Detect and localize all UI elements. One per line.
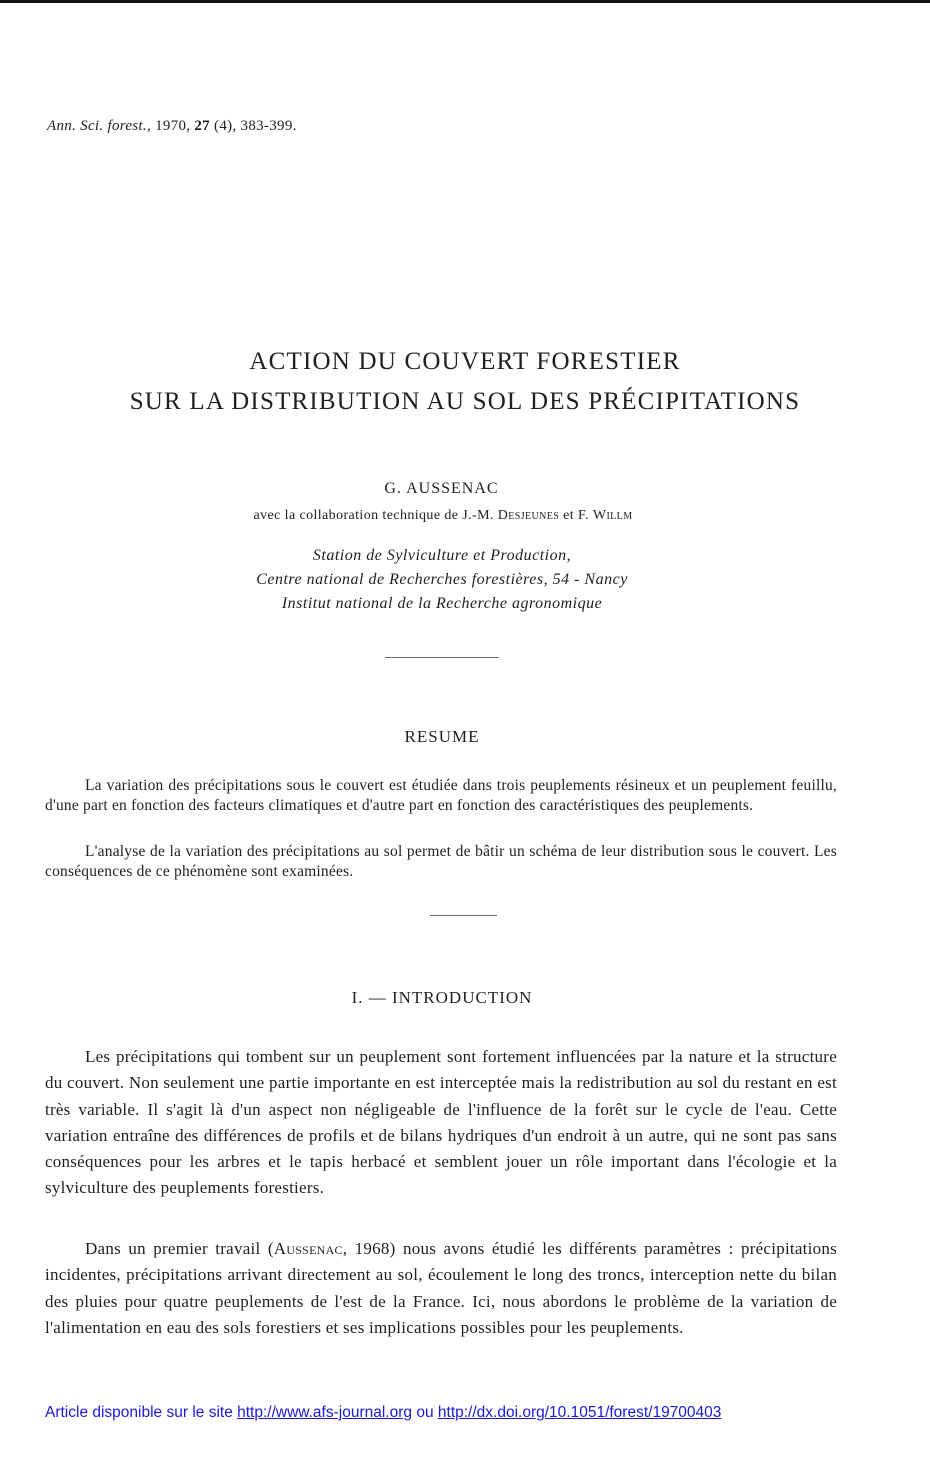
collaboration-line xyxy=(0,508,886,524)
separator-rule-2 xyxy=(430,915,497,916)
doi-link[interactable]: http://dx.doi.org/10.1051/forest/19700403 xyxy=(437,1404,722,1421)
collaboration-mid: et F. xyxy=(563,508,589,523)
separator-rule-1 xyxy=(385,657,499,658)
introduction-heading: I. — INTRODUCTION xyxy=(351,988,533,1007)
resume-heading: RESUME xyxy=(404,727,480,746)
journal-name: Ann. Sci. forest., xyxy=(47,118,151,134)
title-line-1: ACTION DU COUVERT FORESTIER xyxy=(249,348,681,375)
affiliation-line-3: Institut national de la Recherche agronomique xyxy=(281,595,603,612)
intro-paragraph-1: Les précipitations qui tombent sur un peuplement sont fortement influencées par la nature et la structure du couvert. Non seulement une partie importante en est interceptée mais la redistribution au sol du restant en est très variable. Il s'agit là d'un aspect non négligeable de l'influence de la forêt sur le cycle de l'eau. Cette variation entraîne des différences de profils et de bilans hydriques d'un endroit à un autre, qui ne sont pas sans conséquences pour les arbres et le tapis herbacé et semblent jouer un rôle important dans l'écologie et la sylviculture des peuplements forestiers. xyxy=(45,1047,837,1198)
citation-pages: (4), 383-399. xyxy=(214,118,297,134)
intro-paragraph-2 xyxy=(45,1236,837,1341)
abstract-paragraph-2: L'analyse de la variation des précipitations au sol permet de bâtir un schéma de leur distribution sous le couvert. Les conséquences de ce phénomène sont examinées. xyxy=(45,843,837,880)
title-line-2: SUR LA DISTRIBUTION AU SOL DES PRÉCIPITATIONS xyxy=(129,388,801,415)
intro-p2-rest: , 1968) nous avons étudié les différents paramètres : précipitations incidentes, précipitations arrivant directement au sol, écoulement le long des troncs, interception nette du bilan des pluies pour quatre peuplements de l'est de la France. Ici, nous abordons le problème de la variation de l'alimentation en eau des sols forestiers et ses implications possibles pour les peuplements. xyxy=(45,1239,837,1337)
intro-p2-citation: Aussenac xyxy=(273,1239,343,1258)
collaborator-2: Willm xyxy=(592,508,633,523)
footer-mid: ou xyxy=(416,1404,434,1421)
citation-volume: 27 xyxy=(194,118,210,134)
journal-site-link[interactable]: http://www.afs-journal.org xyxy=(237,1404,413,1421)
abstract-paragraph-1: La variation des précipitations sous le couvert est étudiée dans trois peuplements résineux et un peuplement feuillu, d'une part en fonction des facteurs climatiques et d'autre part en fonction des caractéristiques des peuplements. xyxy=(45,777,837,814)
footer-prefix: Article disponible sur le site xyxy=(45,1404,233,1421)
collaboration-prefix: avec la collaboration technique de J.-M. xyxy=(253,508,494,523)
journal-citation xyxy=(47,118,297,135)
affiliation-line-1: Station de Sylviculture et Production, xyxy=(312,547,572,564)
affiliation-line-2: Centre national de Recherches forestières, 54 - Nancy xyxy=(256,571,628,588)
article-footer xyxy=(45,1404,721,1422)
citation-year: 1970, xyxy=(155,118,191,134)
intro-p2-start: Dans un premier travail ( xyxy=(85,1239,274,1258)
top-border-line xyxy=(0,0,930,3)
collaborator-1: Desjeunes xyxy=(497,508,560,523)
author-name: G. AUSSENAC xyxy=(384,480,499,497)
